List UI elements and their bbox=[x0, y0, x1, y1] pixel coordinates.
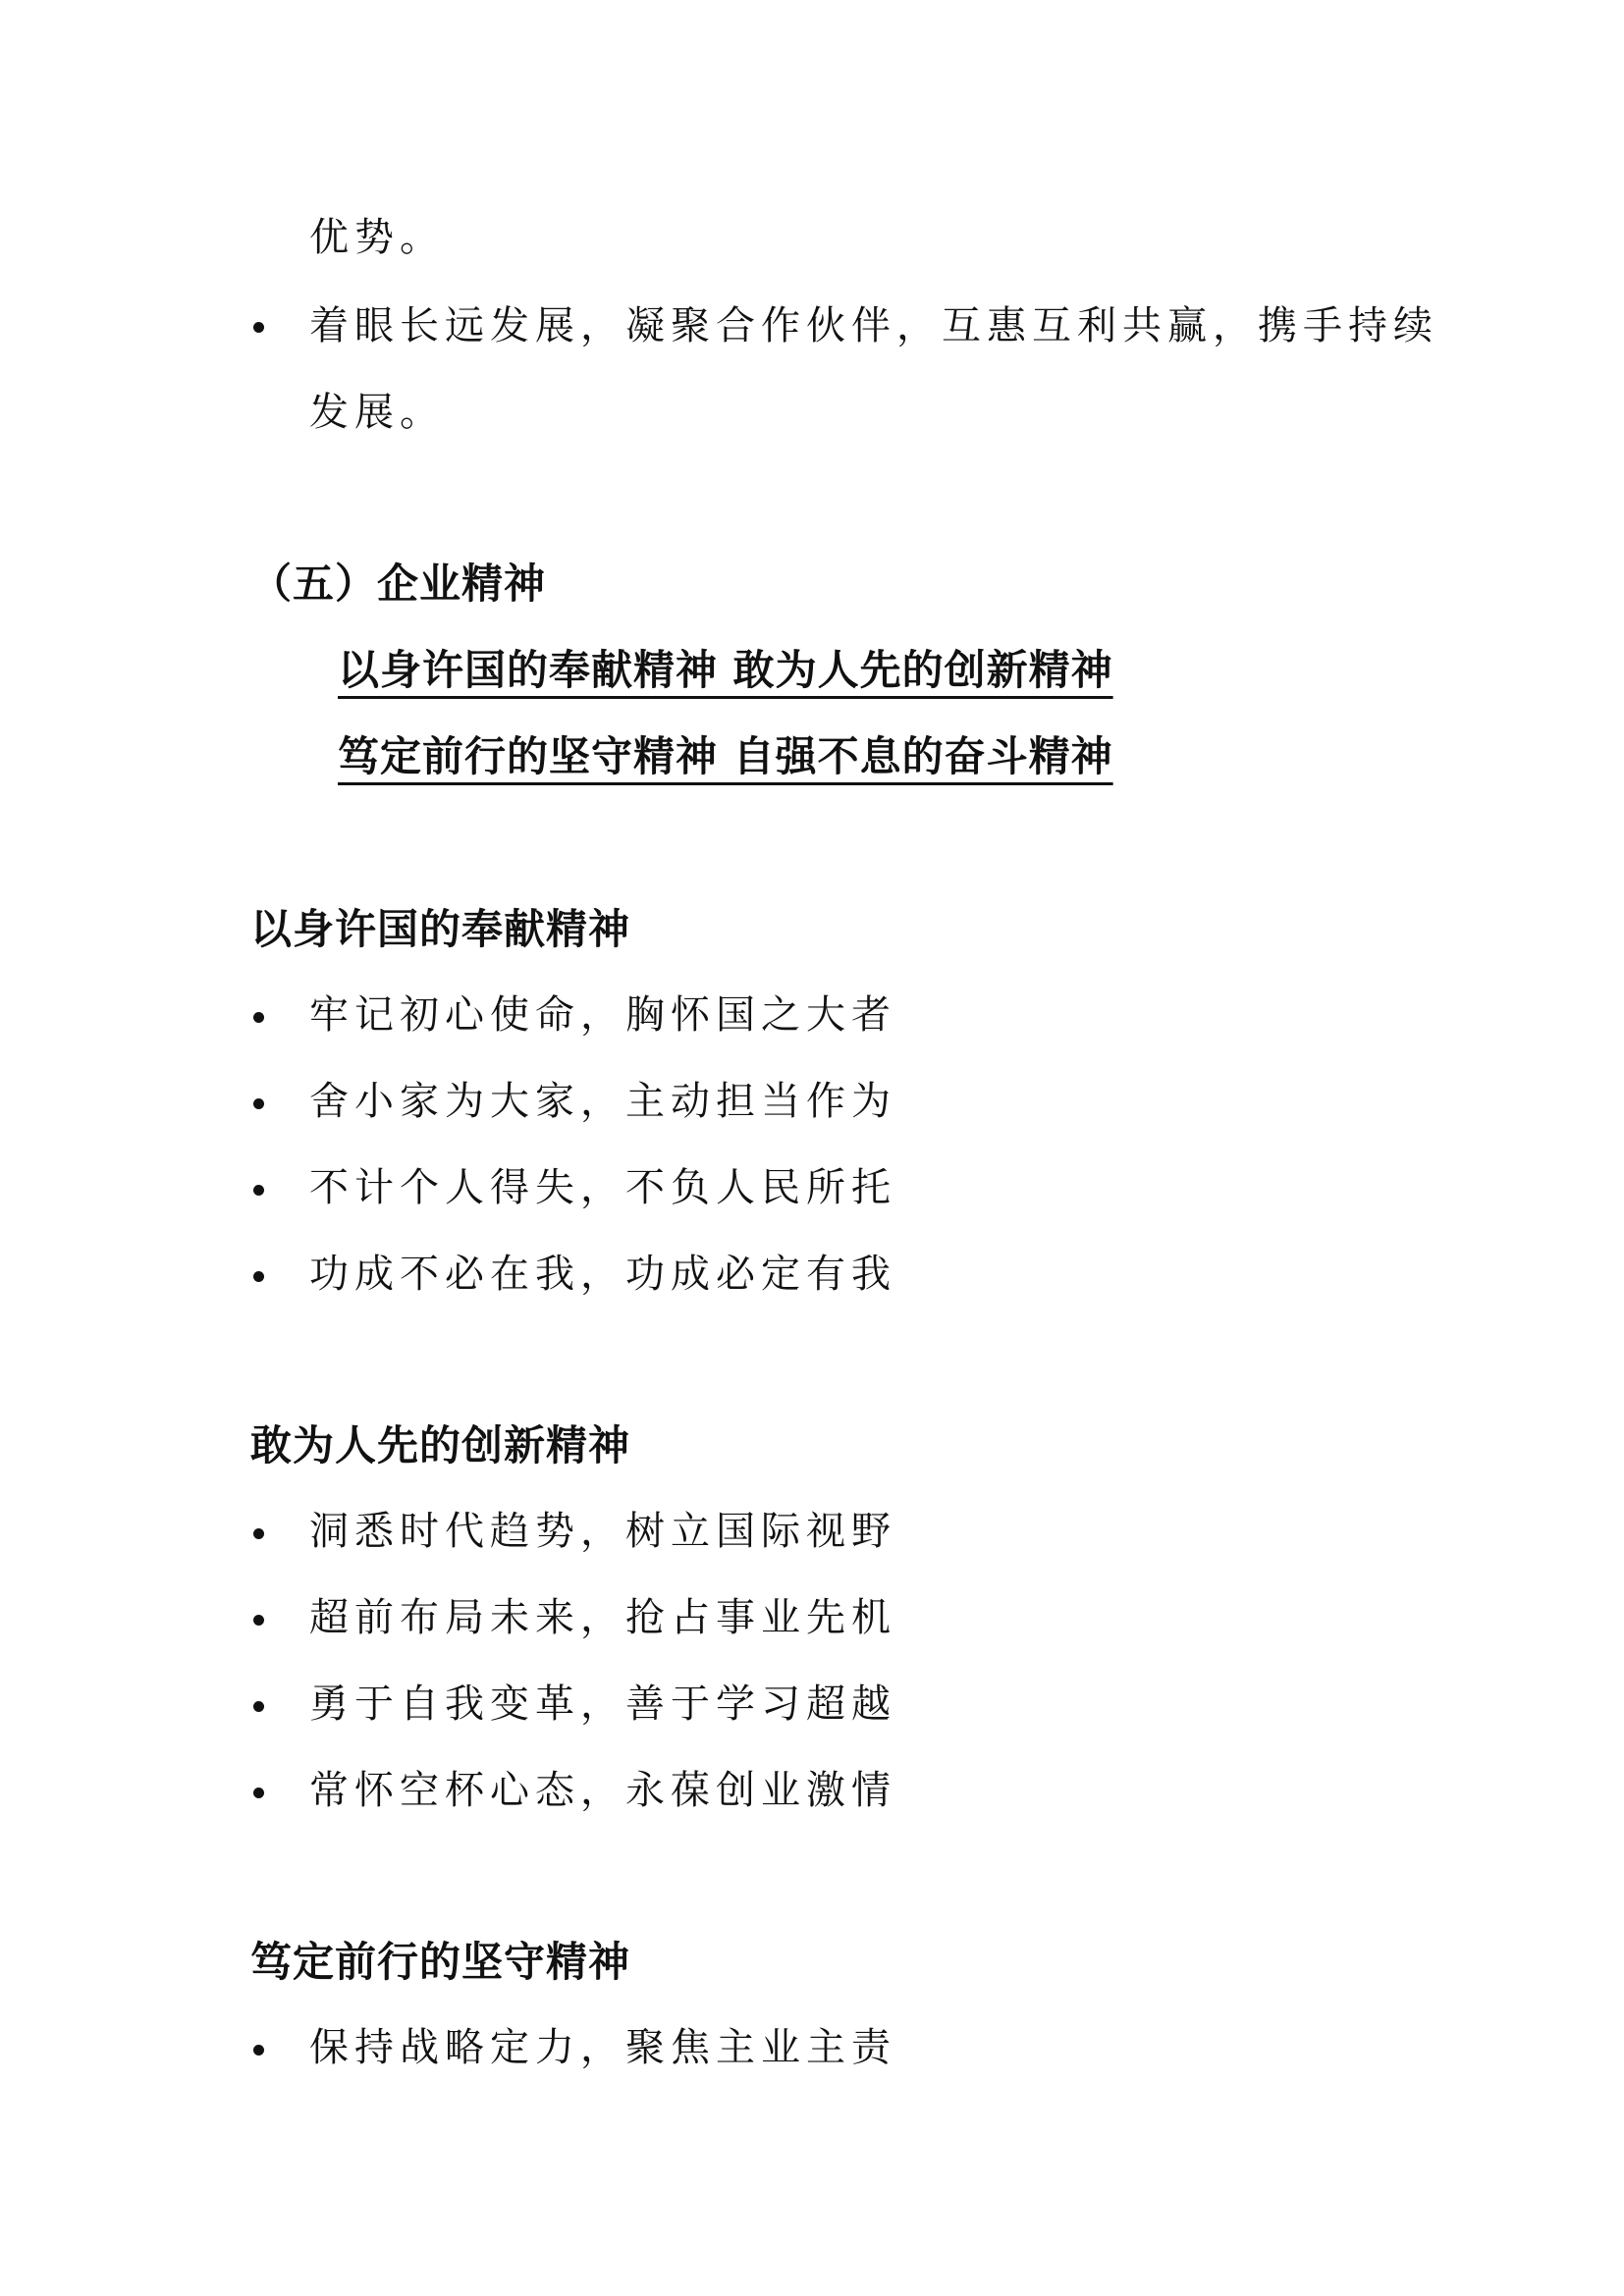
bullet-icon bbox=[253, 1701, 264, 1712]
bullet-icon bbox=[253, 322, 264, 333]
bullet-icon bbox=[253, 1271, 264, 1282]
group-title: 笃定前行的坚守精神 bbox=[250, 1938, 631, 1986]
continuation-text: 优势。 bbox=[309, 215, 445, 260]
section-heading: （五）企业精神 bbox=[250, 560, 547, 608]
list-item: 超前布局未来，抢占事业先机 bbox=[309, 1595, 896, 1640]
list-item: 勇于自我变革，善于学习超越 bbox=[309, 1682, 896, 1727]
bullet-icon bbox=[253, 1185, 264, 1196]
list-item: 功成不必在我，功成必定有我 bbox=[309, 1252, 896, 1297]
list-item: 保持战略定力，聚焦主业主责 bbox=[309, 2025, 896, 2070]
motto-line: 笃定前行的坚守精神 自强不息的奋斗精神 bbox=[338, 732, 1113, 780]
list-item: 牢记初心使命，胸怀国之大者 bbox=[309, 992, 896, 1038]
list-item: 不计个人得失，不负人民所托 bbox=[309, 1165, 896, 1210]
group-title: 以身许国的奉献精神 bbox=[250, 905, 631, 953]
group-title: 敢为人先的创新精神 bbox=[250, 1421, 631, 1469]
bullet-icon bbox=[253, 1098, 264, 1109]
bullet-icon bbox=[253, 1615, 264, 1626]
list-item: 着眼长远发展，凝聚合作伙伴，互惠互利共赢，携手持续 bbox=[309, 303, 1438, 348]
list-item: 洞悉时代趋势，树立国际视野 bbox=[309, 1509, 896, 1554]
bullet-icon bbox=[253, 1788, 264, 1798]
list-item: 常怀空杯心态，永葆创业激情 bbox=[309, 1768, 896, 1813]
bullet-icon bbox=[253, 1012, 264, 1023]
bullet-icon bbox=[253, 2045, 264, 2056]
list-item: 舍小家为大家，主动担当作为 bbox=[309, 1079, 896, 1124]
list-item-continuation: 发展。 bbox=[309, 390, 445, 435]
bullet-icon bbox=[253, 1528, 264, 1539]
motto-line: 以身许国的奉献精神 敢为人先的创新精神 bbox=[338, 646, 1113, 694]
